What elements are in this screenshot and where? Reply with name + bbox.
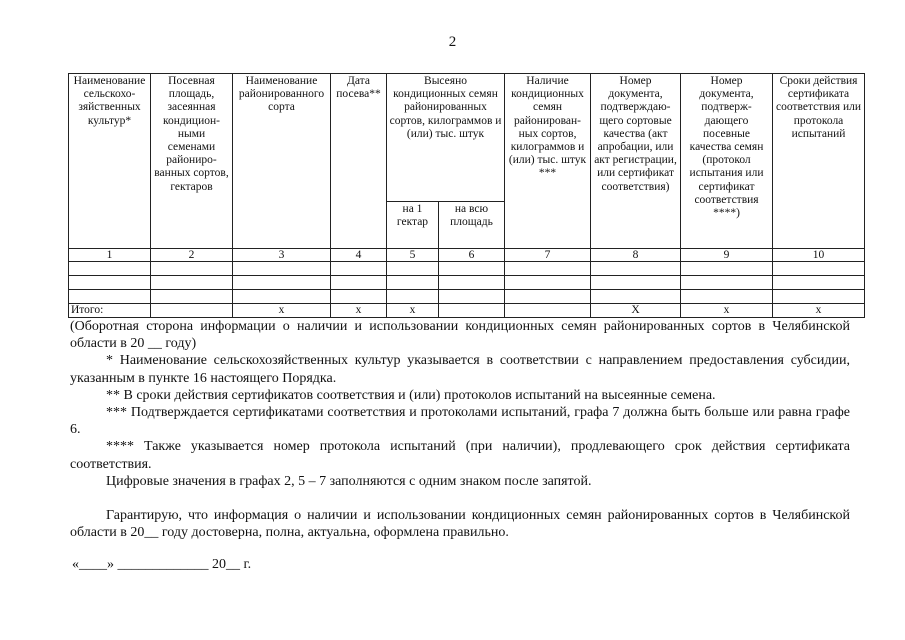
- table-cell: [681, 262, 773, 276]
- header-row: [69, 74, 865, 202]
- table-cell: [439, 290, 505, 304]
- total-cell: [439, 304, 505, 318]
- table-cell: [439, 262, 505, 276]
- table-cell: [439, 276, 505, 290]
- table-cell: [773, 262, 865, 276]
- digits-note: Цифровые значения в графах 2, 5 – 7 заполняются с одним знаком после запятой.: [106, 473, 592, 489]
- table-cell: [681, 276, 773, 290]
- table-cell: [505, 290, 591, 304]
- header-seed-availability: Наличие кондиционных семян районирован-ных сортов, килограммов и (или) тыс. штук ***: [505, 74, 591, 249]
- column-number: 4: [331, 249, 387, 262]
- table-cell: [331, 276, 387, 290]
- table-cell: [505, 262, 591, 276]
- header-sowing-quality-document: Номер документа, подтверж-дающего посевные качества семян (протокол испытания или сертификат соответствия ****): [681, 74, 773, 249]
- footnote-4: **** Также указывается номер протокола испытаний (при наличии), продлевающего срок действия сертификата соответствия.: [70, 439, 850, 472]
- column-number-row: [69, 249, 865, 262]
- header-crop-name: Наименование сельскохо-зяйственных культур*: [69, 74, 151, 249]
- table-cell: [681, 290, 773, 304]
- column-number: 3: [233, 249, 331, 262]
- table-cell: [151, 290, 233, 304]
- table-cell: [233, 290, 331, 304]
- total-cell: x: [387, 304, 439, 318]
- table-row: [69, 262, 865, 276]
- header-certificate-validity: Сроки действия сертификата соответствия или протокола испытаний: [773, 74, 865, 249]
- table-cell: [233, 262, 331, 276]
- table-cell: [69, 290, 151, 304]
- subheader-per-hectare: на 1 гектар: [387, 202, 439, 249]
- column-number: 8: [591, 249, 681, 262]
- total-cell: x: [681, 304, 773, 318]
- table-cell: [505, 276, 591, 290]
- total-cell: x: [773, 304, 865, 318]
- table-cell: [151, 262, 233, 276]
- header-variety-name: Наименование районированного сорта: [233, 74, 331, 249]
- seed-usage-table: [68, 73, 865, 318]
- table-cell: [69, 276, 151, 290]
- table-row: [69, 276, 865, 290]
- table-cell: [773, 276, 865, 290]
- guarantee-statement: Гарантирую, что информация о наличии и использовании кондиционных семян районированных сортов в Челябинской области в 20__ году достоверна, полна, актуальна, оформлена правильно.: [70, 508, 850, 541]
- table-cell: [387, 262, 439, 276]
- column-number: 9: [681, 249, 773, 262]
- subheader-whole-area: на всю площадь: [439, 202, 505, 249]
- total-cell: x: [331, 304, 387, 318]
- column-number: 10: [773, 249, 865, 262]
- reverse-side-note: (Оборотная сторона информации о наличии и использовании кондиционных семян районированных сортов в Челябинской области в 20 __ году): [70, 319, 850, 352]
- table-cell: [591, 290, 681, 304]
- table-cell: [591, 262, 681, 276]
- total-cell: [151, 304, 233, 318]
- total-row: [69, 304, 865, 318]
- header-sown-seeds: Высеяно кондиционных семян районированных сортов, килограммов и (или) тыс. штук: [387, 74, 505, 202]
- signature-date-line: «____» _____________ 20__ г.: [72, 557, 252, 572]
- table-cell: [331, 290, 387, 304]
- header-sowing-date: Дата посева**: [331, 74, 387, 249]
- column-number: 2: [151, 249, 233, 262]
- table-cell: [387, 290, 439, 304]
- table-cell: [591, 276, 681, 290]
- table-cell: [773, 290, 865, 304]
- header-variety-document: Номер документа, подтверждаю-щего сортовые качества (акт апробации, или акт регистрации, или сертификат соответствия): [591, 74, 681, 249]
- table-cell: [151, 276, 233, 290]
- table-cell: [233, 276, 331, 290]
- footnote-2: ** В сроки действия сертификатов соответствия и (или) протоколов испытаний на высеянные семена.: [106, 387, 716, 403]
- column-number: 5: [387, 249, 439, 262]
- column-number: 6: [439, 249, 505, 262]
- table-cell: [331, 262, 387, 276]
- table-row: [69, 290, 865, 304]
- table-cell: [387, 276, 439, 290]
- column-number: 1: [69, 249, 151, 262]
- column-number: 7: [505, 249, 591, 262]
- header-sown-area: Посевная площадь, засеянная кондицион-ными семенами райониро-ванных сортов, гектаров: [151, 74, 233, 249]
- footnote-1: * Наименование сельскохозяйственных культур указывается в соответствии с направлением предоставления субсидии, указанным в пункте 16 настоящего Порядка.: [70, 353, 850, 386]
- notes-block: [70, 318, 850, 541]
- page-number: 2: [448, 34, 457, 50]
- total-cell: X: [591, 304, 681, 318]
- table-cell: [69, 262, 151, 276]
- total-cell: [505, 304, 591, 318]
- footnote-3: *** Подтверждается сертификатами соответствия и протоколами испытаний, графа 7 должна быть больше или равна графе 6.: [70, 405, 850, 438]
- total-label: Итого:: [69, 304, 151, 318]
- total-cell: x: [233, 304, 331, 318]
